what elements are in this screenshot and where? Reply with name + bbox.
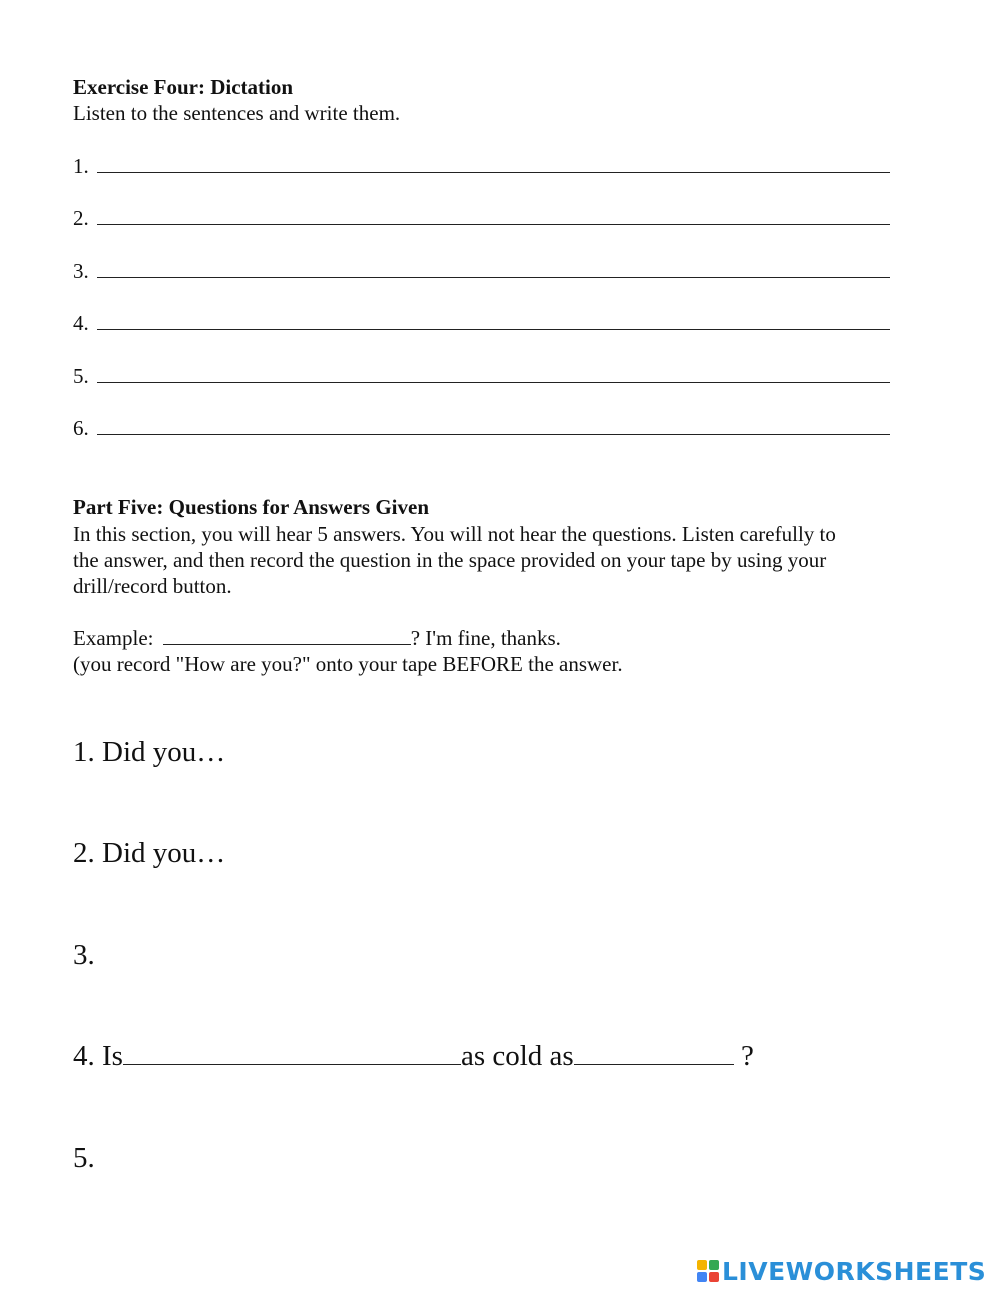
question-4-blank-1[interactable] bbox=[123, 1063, 461, 1065]
question-2: 2. Did you… bbox=[73, 837, 226, 869]
dictation-number: 2. bbox=[73, 206, 89, 230]
example-answer: ? I'm fine, thanks. bbox=[410, 626, 561, 650]
example-blank bbox=[163, 643, 411, 645]
part5-instruction-line-2: the answer, and then record the question in the space provided on your tape by using your bbox=[73, 548, 827, 572]
question-4-prefix: 4. Is bbox=[73, 1040, 123, 1072]
dictation-number: 5. bbox=[73, 364, 89, 388]
example-note: (you record "How are you?" onto your tape BEFORE the answer. bbox=[73, 652, 623, 676]
example-label: Example: bbox=[73, 626, 154, 650]
dictation-blank[interactable] bbox=[97, 382, 890, 383]
question-4-suffix: ? bbox=[733, 1040, 754, 1072]
part5-title: Part Five: Questions for Answers Given bbox=[73, 495, 429, 519]
logo-tile bbox=[709, 1260, 719, 1270]
dictation-line-6[interactable] bbox=[73, 416, 89, 442]
logo-tiles-icon bbox=[697, 1260, 719, 1282]
exercise4-title: Exercise Four: Dictation bbox=[73, 75, 294, 99]
liveworksheets-logo bbox=[697, 1256, 986, 1286]
dictation-line-4[interactable] bbox=[73, 311, 89, 337]
part5-instruction-line-3: drill/record button. bbox=[73, 574, 232, 598]
dictation-blank[interactable] bbox=[97, 434, 890, 435]
dictation-blank[interactable] bbox=[97, 172, 890, 173]
example-line bbox=[73, 625, 561, 651]
part5-instruction-line-1: In this section, you will hear 5 answers. You will not hear the questions. Listen carefully to bbox=[73, 522, 836, 546]
question-3: 3. bbox=[73, 939, 95, 971]
dictation-line-5[interactable] bbox=[73, 364, 89, 390]
dictation-blank[interactable] bbox=[97, 224, 890, 225]
question-4 bbox=[73, 1040, 754, 1073]
question-4-blank-2[interactable] bbox=[574, 1063, 734, 1065]
question-4-middle: as cold as bbox=[460, 1040, 574, 1072]
dictation-blank[interactable] bbox=[97, 277, 890, 278]
dictation-number: 6. bbox=[73, 416, 89, 440]
dictation-number: 1. bbox=[73, 154, 89, 178]
dictation-blank[interactable] bbox=[97, 329, 890, 330]
logo-tile bbox=[697, 1272, 707, 1282]
logo-tile bbox=[697, 1260, 707, 1270]
question-5: 5. bbox=[73, 1142, 95, 1174]
dictation-line-3[interactable] bbox=[73, 259, 89, 285]
dictation-number: 4. bbox=[73, 311, 89, 335]
dictation-line-2[interactable] bbox=[73, 206, 89, 232]
logo-tile bbox=[709, 1272, 719, 1282]
exercise4-instruction: Listen to the sentences and write them. bbox=[73, 101, 401, 125]
question-1: 1. Did you… bbox=[73, 736, 226, 768]
logo-text: LIVEWORKSHEETS bbox=[722, 1256, 987, 1286]
dictation-line-1[interactable] bbox=[73, 154, 89, 180]
dictation-number: 3. bbox=[73, 259, 89, 283]
